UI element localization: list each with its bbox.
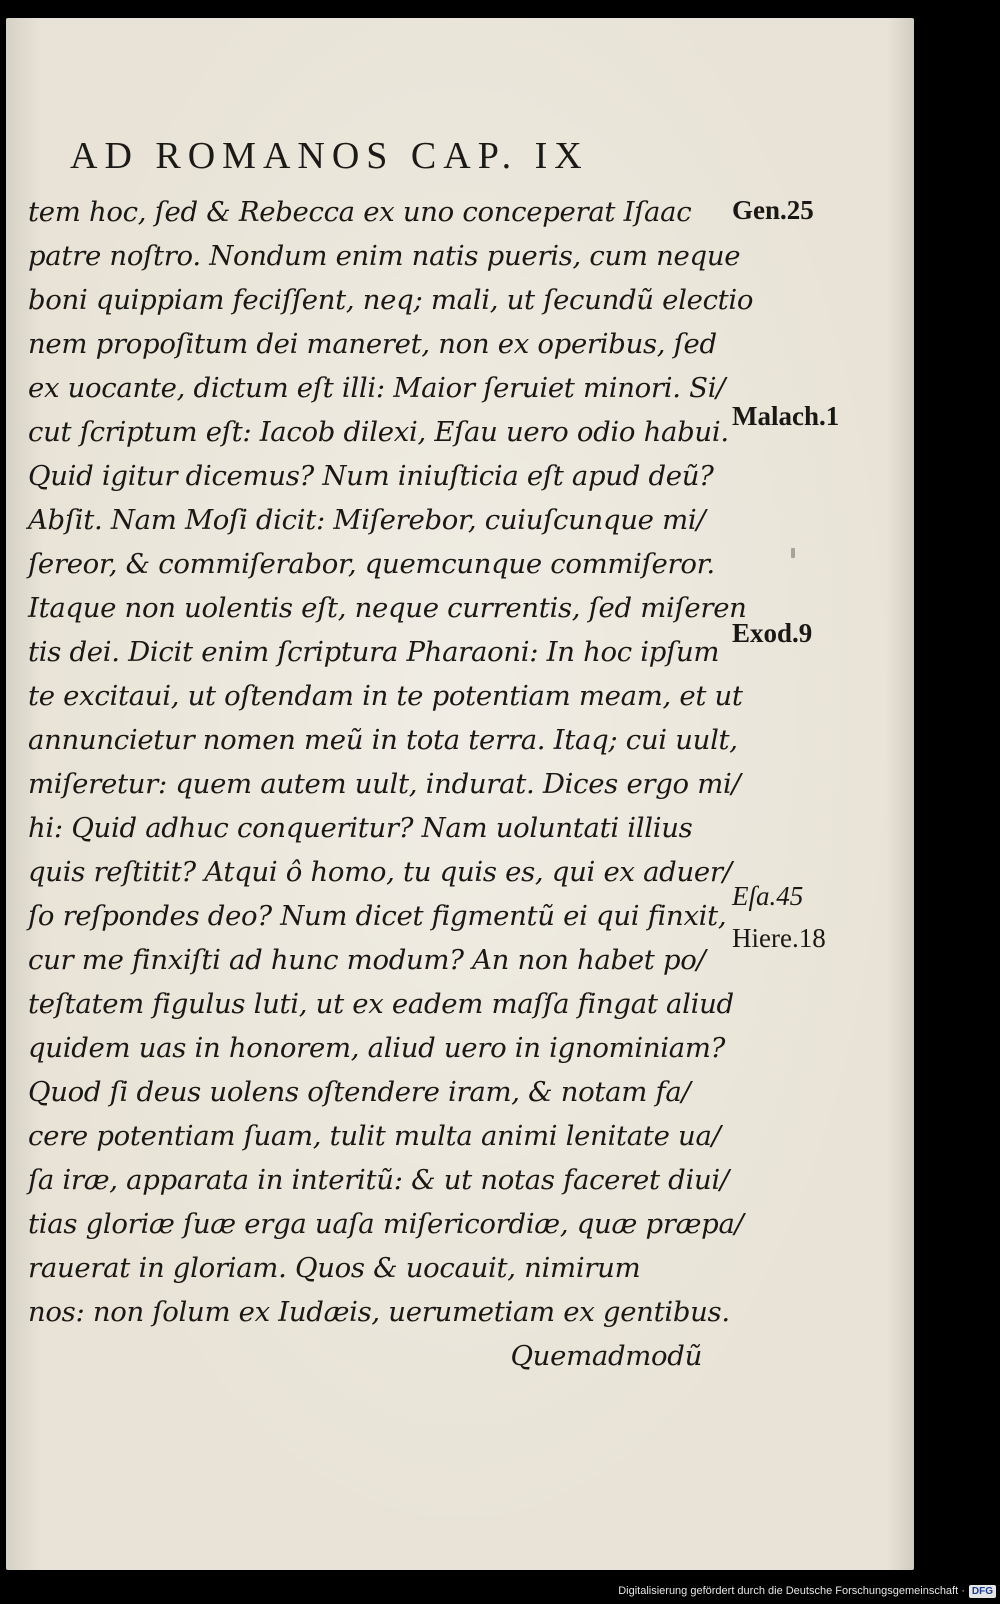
text-line: Quid igitur dicemus? Num iniuſticia eſt apud deũ?: [28, 460, 714, 492]
ink-speck: [791, 548, 795, 558]
funding-credit: Digitalisierung gefördert durch die Deutsche Forschungsgemeinschaft ·: [618, 1585, 965, 1597]
text-line: tis dei. Dicit enim ſcriptura Pharaoni: In hoc ipſum: [28, 636, 720, 668]
marginal-note: Exod.9: [732, 618, 813, 648]
text-line: nem propoſitum dei maneret, non ex operibus, ſed: [28, 328, 717, 360]
text-line: boni quippiam feciſſent, neq; mali, ut ſecundũ electio: [28, 284, 754, 316]
text-line: cere potentiam ſuam, tulit multa animi lenitate ua/: [28, 1120, 721, 1152]
marginal-note: Gen.25: [732, 195, 814, 225]
text-line: ſereor, & commiſerabor, quemcunque commiſeror.: [28, 548, 715, 580]
digitization-footer: [618, 1580, 996, 1602]
marginal-note: Malach.1: [732, 401, 840, 431]
text-line: tem hoc, ſed & Rebecca ex uno conceperat Iſaac: [28, 196, 692, 228]
text-line: quidem uas in honorem, aliud uero in ignominiam?: [28, 1032, 726, 1064]
marginal-note: Hiere.18: [732, 923, 826, 953]
text-line: teſtatem figulus luti, ut ex eadem maſſa fingat aliud: [28, 988, 734, 1020]
text-line: cut ſcriptum eſt: Iacob dilexi, Eſau uero odio habui.: [28, 416, 729, 448]
text-line: Quod ſi deus uolens oſtendere iram, & notam fa/: [28, 1076, 691, 1108]
text-line: te excitaui, ut oſtendam in te potentiam meam, et ut: [28, 680, 743, 712]
text-line: ſa iræ, apparata in interitũ: & ut notas faceret diui/: [28, 1164, 729, 1196]
running-head: AD ROMANOS CAP. IX: [70, 135, 589, 177]
dfg-logo: DFG: [969, 1585, 996, 1598]
text-line: miſeretur: quem autem uult, indurat. Dices ergo mi/: [28, 768, 741, 800]
body-text: [28, 190, 754, 1378]
text-line: annuncietur nomen meũ in tota terra. Itaq; cui uult,: [28, 724, 738, 756]
catchword: Quemadmodũ: [510, 1340, 702, 1372]
text-line: Itaque non uolentis eſt, neque currentis, ſed miſeren: [28, 592, 747, 624]
text-line: quis reſtitit? Atqui ô homo, tu quis es, qui ex aduer/: [28, 856, 732, 888]
text-line: tias gloriæ ſuæ erga uaſa miſericordiæ, quæ præpa/: [28, 1208, 744, 1240]
text-line: ſo reſpondes deo? Num dicet figmentũ ei qui finxit,: [28, 900, 727, 932]
book-page: [6, 18, 914, 1570]
text-line: patre noſtro. Nondum enim natis pueris, cum neque: [28, 240, 741, 272]
text-line: ex uocante, dictum eſt illi: Maior ſeruiet minori. Si/: [28, 372, 726, 404]
text-line: rauerat in gloriam. Quos & uocauit, nimirum: [28, 1252, 641, 1284]
text-line: nos: non ſolum ex Iudæis, uerumetiam ex gentibus.: [28, 1296, 730, 1328]
text-line: Abſit. Nam Moſi dicit: Miſerebor, cuiuſcunque mi/: [28, 504, 706, 536]
marginal-note: Eſa.45: [732, 881, 804, 911]
text-line: hi: Quid adhuc conqueritur? Nam uoluntati illius: [28, 812, 693, 844]
text-line: cur me finxiſti ad hunc modum? An non habet po/: [28, 944, 706, 976]
